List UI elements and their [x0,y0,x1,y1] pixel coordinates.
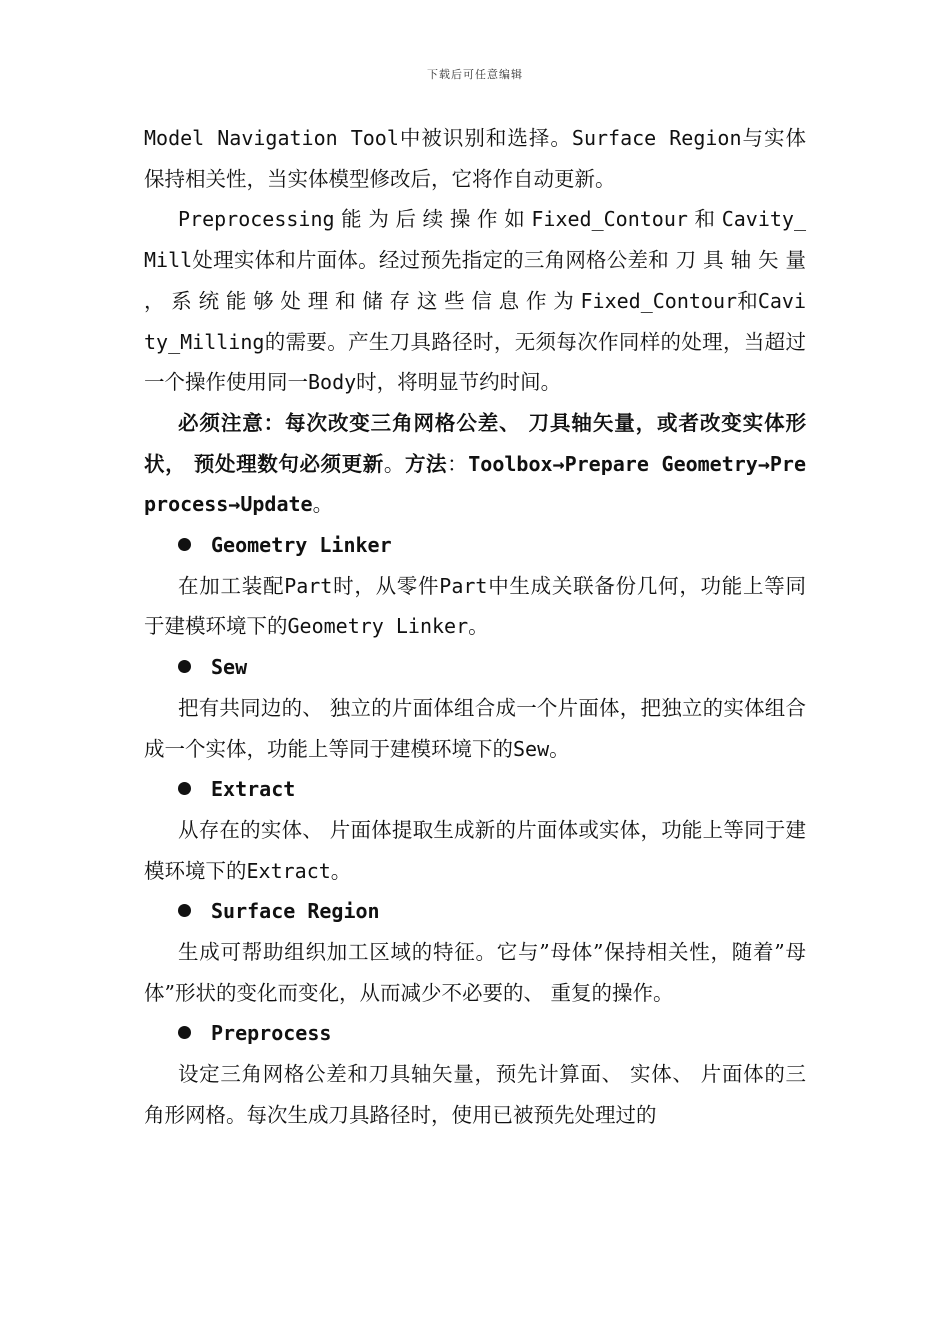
text-span: 在加工装配 [178,573,285,598]
bullet-label: Sew [211,655,248,680]
bullet-label: Extract [211,777,296,802]
text-span: 。 [383,451,405,476]
term-surface-region: Surface Region [571,126,742,150]
bullet-item [144,1013,806,1054]
text-span: 。 [330,858,352,883]
bullet-description [144,810,806,891]
text-span: 设定三角网格公差和刀具轴矢量，预先计算面、 实体、 片面体的三角形网格。每次生成刀具路径时，使用已被预先处理过的 [144,1062,806,1127]
text-span: 生成可帮助组织加工区域的特征。它与”母体”保持相关性，随着”母体”形状的变化而变化，从而减少不必要的、 重复的操作。 [144,940,806,1005]
bullet-dot-icon [178,782,191,795]
term-preprocessing: Preprocessing [178,207,335,232]
bullet-item [144,647,806,688]
method-label: 方法 [404,451,448,476]
paragraph-notice [144,403,806,525]
text-span: 中被识别和选择。 [398,126,572,150]
bullet-dot-icon [178,904,191,917]
text-span: 。 [312,492,334,517]
bullet-description [144,932,806,1013]
text-span: 。 [549,736,570,761]
feature-list [144,525,806,1136]
text-span: 从存在的实体、 片面体提取生成新的片面体或实体，功能上等同于建模环境下的 [144,817,806,883]
menu-path: Toolbox→Prepare Geometry→Preprocess→Update [144,451,807,517]
text-span: 时，从零件 [332,573,440,598]
page-header: 下载后可任意编辑 [427,68,523,81]
text-span: 时，将明显节约时间。 [356,370,562,395]
term-fixed-contour: Fixed_Contour [531,207,688,232]
bullet-description [144,1054,806,1135]
inline-term: Geometry Linker [287,614,469,639]
term-body: Body [308,370,357,395]
term-cavity-milling: Cavity_Milling [144,288,806,354]
bullet-label: Geometry Linker [211,533,392,558]
paragraph-preprocessing [144,199,806,403]
text-span: 中生成关联备份几何，功能上等同于建模环境下的 [144,573,807,639]
inline-term: Extract [246,858,331,883]
bullet-dot-icon [178,660,191,673]
bullet-item [144,525,806,566]
text-span: 处理实体和片面体。经过预先指定的三角网格公差和 刀 具 轴 矢 量 ， 系 统 能 够 处 理 和 储 存 这 些 信 息 作 为 [144,248,806,313]
text-span: 把有共同边的、 独立的片面体组合成一个片面体，把独立的实体组合成一个实体，功能上等同于建模环境下的 [144,695,806,761]
bullet-item [144,769,806,810]
paragraph-model-navigation [144,118,806,199]
text-span: 与实体保持相关性，当实体模型修改后，它将作自动更新。 [144,126,806,191]
inline-term: Sew [513,736,550,761]
text-span: 和 [737,288,758,313]
bullet-label: Preprocess [211,1021,332,1046]
term-model-navigation-tool: Model Navigation Tool [144,126,399,150]
term-fixed-contour: Fixed_Contour [580,288,738,313]
notice-text: 必须注意：每次改变三角网格公差、 刀具轴矢量，或者改变实体形状， 预处理数句必须更新 [144,410,806,476]
text-span: 能 为 后 续 操 作 如 [334,207,532,232]
bullet-description [144,688,806,769]
text-span: ： [447,451,469,476]
text-span: 。 [468,614,489,639]
inline-term: Part [439,573,488,598]
text-span: 和 [687,207,722,232]
bullet-description [144,566,806,647]
bullet-item [144,891,806,932]
term-cavity-mill: Cavity_Mill [144,207,806,273]
text-span: 的需要。产生刀具路径时，无须每次作同样的处理，当超过一个操作使用同一 [144,329,806,395]
bullet-dot-icon [178,1026,191,1039]
bullet-dot-icon [178,538,191,551]
bullet-label: Surface Region [211,899,380,924]
inline-term: Part [284,573,333,598]
document-body [144,118,806,1136]
